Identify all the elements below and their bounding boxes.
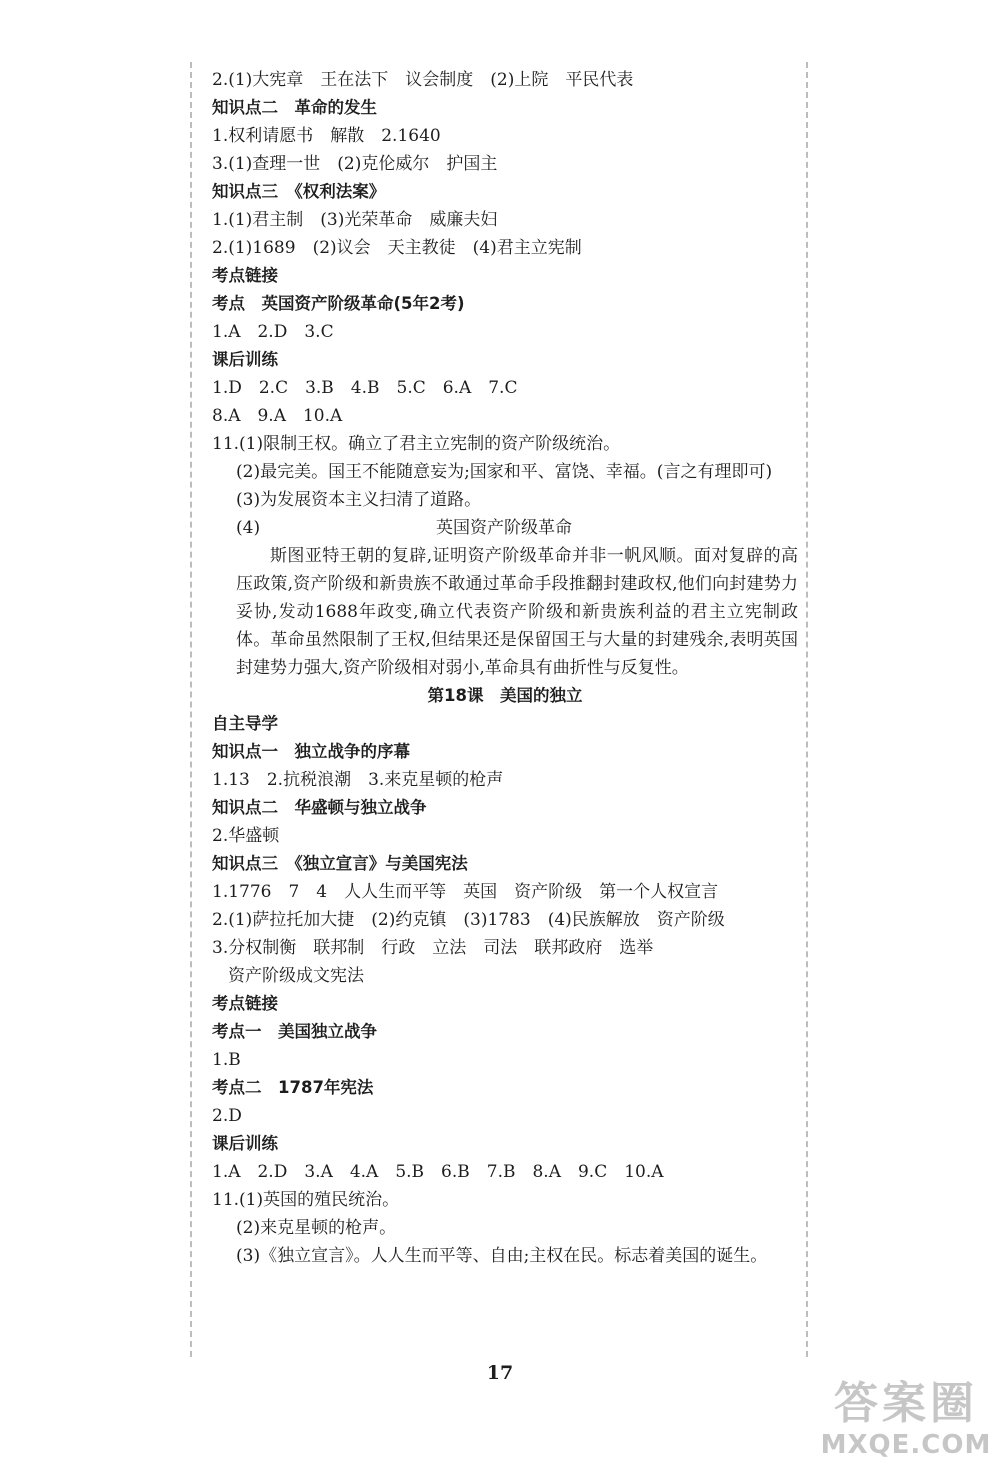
section-heading: 考点 英国资产阶级革命(5年2考) xyxy=(212,294,465,313)
answer-line: 1.B xyxy=(212,1050,241,1070)
section-heading: 课后训练 xyxy=(212,1134,278,1153)
section-heading: 知识点二 革命的发生 xyxy=(212,98,377,117)
section-heading: 知识点一 独立战争的序幕 xyxy=(212,742,410,761)
answer-line: 2.(1)1689 (2)议会 天主教徒 (4)君主立宪制 xyxy=(212,238,582,258)
answer-line: 资产阶级成文宪法 xyxy=(228,966,364,986)
section-heading: 课后训练 xyxy=(212,350,278,369)
answer-line: 2.D xyxy=(212,1106,242,1126)
watermark-title: 答案圈 xyxy=(834,1378,978,1429)
answer-line: 11.(1)限制王权。确立了君主立宪制的资产阶级统治。 xyxy=(212,434,621,454)
answer-content xyxy=(212,66,798,1270)
answer-line: 3.(1)查理一世 (2)克伦威尔 护国主 xyxy=(212,154,498,174)
answer-line: (2)来克星顿的枪声。 xyxy=(236,1218,397,1238)
answer-line: (3)为发展资本主义扫清了道路。 xyxy=(236,490,482,510)
answer-line: 8.A 9.A 10.A xyxy=(212,406,343,426)
section-heading: 考点链接 xyxy=(212,994,278,1013)
page-number: 17 xyxy=(486,1362,514,1384)
lesson-title: 第18课 美国的独立 xyxy=(427,686,583,705)
answer-line: (2)最完美。国王不能随意妄为;国家和平、富饶、幸福。(言之有理即可) xyxy=(236,462,773,482)
answer-line: 2.(1)大宪章 王在法下 议会制度 (2)上院 平民代表 xyxy=(212,70,634,90)
section-heading: 知识点三 《权利法案》 xyxy=(212,182,386,201)
answer-line: 1.权利请愿书 解散 2.1640 xyxy=(212,126,441,146)
answer-line: 2.华盛顿 xyxy=(212,826,280,846)
answer-line: 1.A 2.D 3.C xyxy=(212,322,334,342)
answer-line: 1.1776 7 4 人人生而平等 英国 资产阶级 第一个人权宣言 xyxy=(212,882,719,902)
essay-paragraph: 斯图亚特王朝的复辟,证明资产阶级革命并非一帆风顺。面对复辟的高压政策,资产阶级和新贵族不敢通过革命手段推翻封建政权,他们向封建势力妥协,发动1688年政变,确立代表资产阶级和新贵族利益的君主立宪制政体。革命虽然限制了王权,但结果还是保留国王与大量的封建残余,表明英国封建势力强大,资产阶级相对弱小,革命具有曲折性与反复性。 xyxy=(236,546,798,678)
answer-line: 1.(1)君主制 (3)光荣革命 威廉夫妇 xyxy=(212,210,498,230)
answer-line: 1.D 2.C 3.B 4.B 5.C 6.A 7.C xyxy=(212,378,518,398)
right-margin-rule xyxy=(806,62,808,1357)
answer-line: 11.(1)英国的殖民统治。 xyxy=(212,1190,400,1210)
answer-line: 1.13 2.抗税浪潮 3.来克星顿的枪声 xyxy=(212,770,504,790)
section-heading: 考点二 1787年宪法 xyxy=(212,1078,374,1097)
watermark-logo xyxy=(818,1378,994,1466)
section-heading: 考点链接 xyxy=(212,266,278,285)
watermark-url: MXQE.COM xyxy=(820,1430,992,1460)
essay-title-line xyxy=(212,514,798,542)
answer-line: (3)《独立宣言》。人人生而平等、自由;主权在民。标志着美国的诞生。 xyxy=(236,1246,768,1266)
essay-title: 英国资产阶级革命 xyxy=(436,518,572,538)
section-heading: 自主导学 xyxy=(212,714,278,733)
answer-line: 1.A 2.D 3.A 4.A 5.B 6.B 7.B 8.A 9.C 10.A xyxy=(212,1162,664,1182)
section-heading: 知识点三 《独立宣言》与美国宪法 xyxy=(212,854,468,873)
section-heading: 考点一 美国独立战争 xyxy=(212,1022,377,1041)
answer-line: 3.分权制衡 联邦制 行政 立法 司法 联邦政府 选举 xyxy=(212,938,654,958)
left-margin-rule xyxy=(190,62,192,1357)
section-heading: 知识点二 华盛顿与独立战争 xyxy=(212,798,427,817)
essay-number: (4) xyxy=(236,518,261,538)
answer-line: 2.(1)萨拉托加大捷 (2)约克镇 (3)1783 (4)民族解放 资产阶级 xyxy=(212,910,725,930)
